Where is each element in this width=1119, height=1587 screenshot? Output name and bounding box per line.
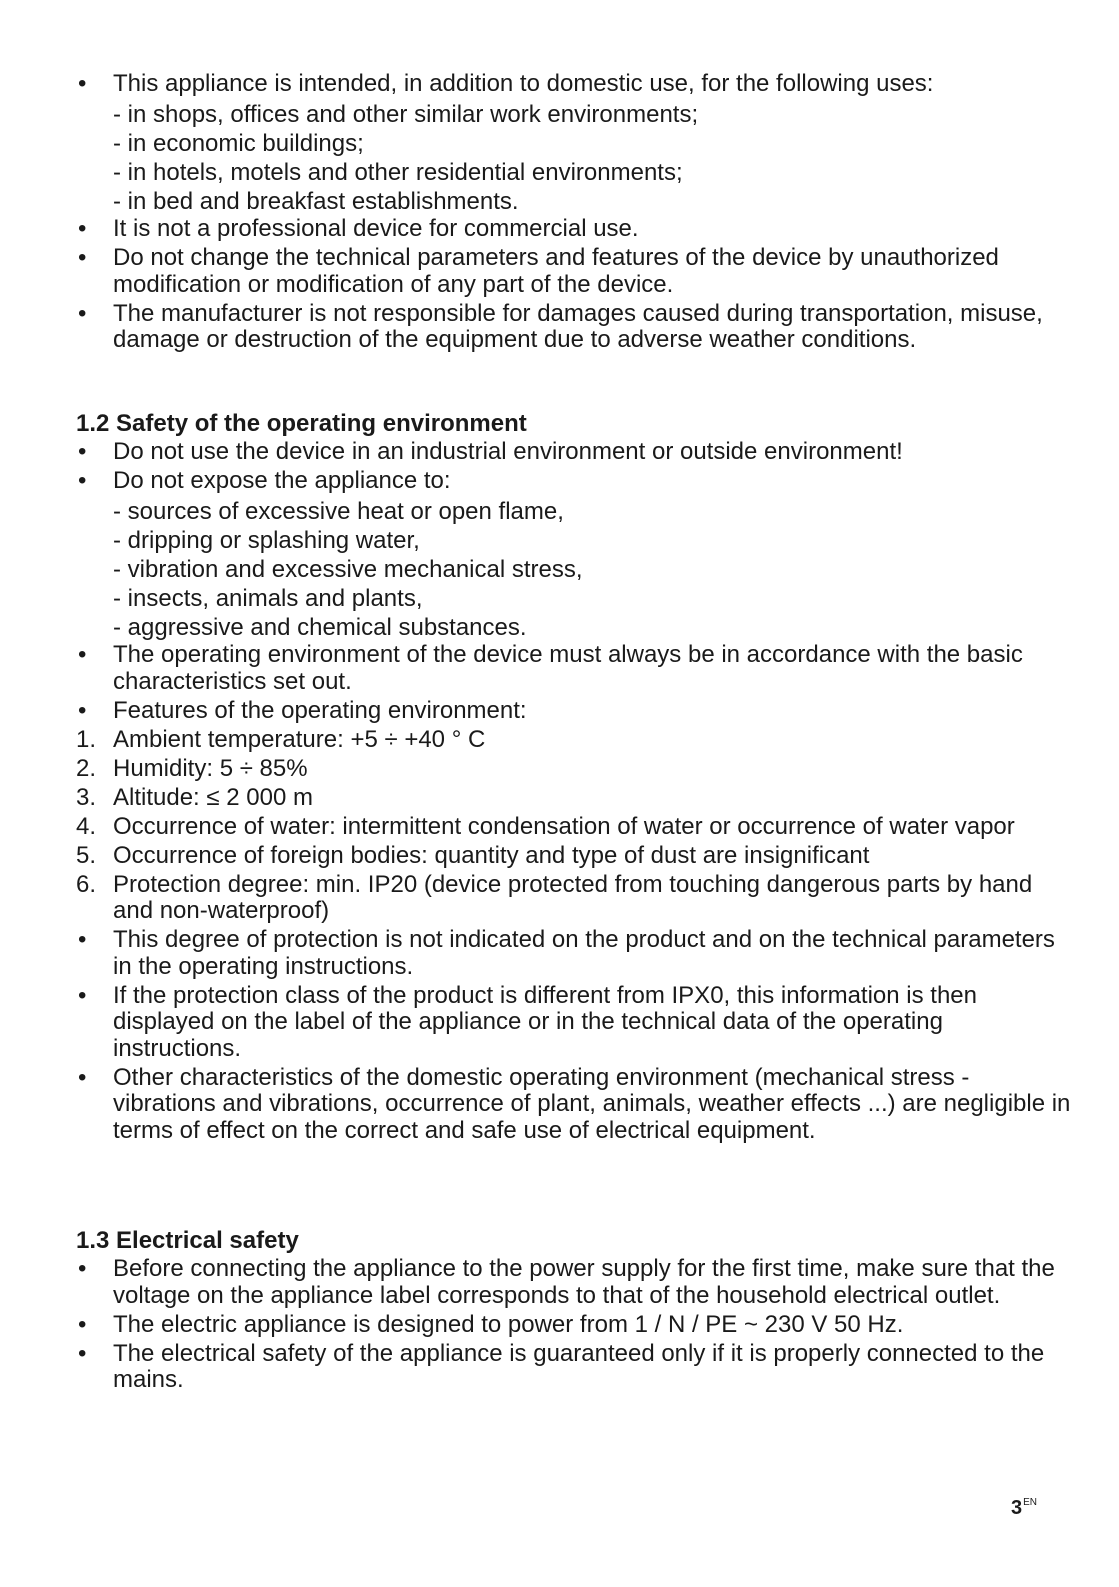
- bullet-text: If the protection class of the product is different from IPX0, this information is then displayed on the label of the appliance or in the technical data of the operating instructions.: [113, 981, 977, 1062]
- list-item: [76, 468, 1076, 495]
- bullet-text: The manufacturer is not responsible for damages caused during transportation, misuse, damage or destruction of the equipment due to adverse weather conditions.: [113, 299, 1043, 353]
- bullet-text: The electrical safety of the appliance is guaranteed only if it is properly connected to the mains.: [113, 1339, 1045, 1393]
- bullet-text: It is not a professional device for commercial use.: [113, 215, 639, 242]
- list-item: [76, 1312, 1076, 1339]
- bullet-icon: •: [78, 926, 87, 953]
- bullet-text: Do not use the device in an industrial environment or outside environment!: [113, 438, 903, 465]
- numbered-item: [76, 785, 1076, 812]
- numbered-item: [76, 814, 1076, 841]
- list-item: [76, 245, 1076, 298]
- numbered-item: [76, 872, 1076, 925]
- page-number: [1011, 1497, 1037, 1520]
- list-item: [76, 983, 1076, 1063]
- bullet-icon: •: [78, 70, 87, 97]
- item-number: 1.: [76, 725, 97, 753]
- sub-item: - in shops, offices and other similar work environments;: [113, 101, 699, 128]
- bullet-icon: •: [78, 1339, 87, 1367]
- item-number: 3.: [76, 783, 97, 811]
- numbered-item: [76, 843, 1076, 870]
- bullet-icon: •: [78, 438, 87, 465]
- bullet-icon: •: [78, 215, 87, 242]
- list-item: [76, 1256, 1076, 1309]
- list-item: [76, 927, 1076, 980]
- numbered-item: [76, 727, 1076, 754]
- bullet-icon: •: [78, 696, 87, 724]
- bullet-icon: •: [78, 641, 87, 668]
- language-code: EN: [1023, 1497, 1037, 1508]
- list-item: [76, 71, 1076, 98]
- bullet-icon: •: [78, 1310, 87, 1338]
- bullet-icon: •: [78, 299, 87, 327]
- sub-item: - insects, animals and plants,: [113, 585, 423, 612]
- list-item: [76, 439, 1076, 466]
- sub-item: - in economic buildings;: [113, 130, 364, 157]
- numbered-text: Altitude: ≤ 2 000 m: [113, 783, 313, 811]
- sub-item: - dripping or splashing water,: [113, 527, 420, 554]
- electrical-safety-section: [76, 1227, 1076, 1396]
- list-item: [76, 1341, 1076, 1394]
- sub-item: - aggressive and chemical substances.: [113, 614, 527, 641]
- bullet-icon: •: [78, 467, 87, 494]
- list-item: [76, 1065, 1076, 1145]
- item-number: 2.: [76, 754, 97, 782]
- bullet-text: Features of the operating environment:: [113, 696, 527, 724]
- numbered-text: Occurrence of water: intermittent condensation of water or occurrence of water vapor: [113, 812, 1015, 840]
- page-number-value: 3: [1010, 1497, 1023, 1519]
- item-number: 5.: [76, 841, 97, 869]
- bullet-icon: •: [78, 981, 87, 1009]
- intro-section: [76, 71, 1076, 356]
- numbered-text: Protection degree: min. IP20 (device protected from touching dangerous parts by hand and non-waterproof): [113, 870, 1033, 924]
- bullet-text: This degree of protection is not indicated on the product and on the technical parameters in the operating instructions.: [113, 926, 1055, 980]
- safety-environment-section: [76, 410, 1076, 1147]
- list-item: [76, 698, 1076, 725]
- bullet-icon: •: [78, 1063, 87, 1091]
- section-heading: 1.3 Electrical safety: [76, 1227, 299, 1254]
- sub-item: - in bed and breakfast establishments.: [113, 188, 519, 215]
- list-item: [76, 301, 1076, 354]
- list-item: [76, 642, 1076, 695]
- bullet-text: Do not expose the appliance to:: [113, 467, 451, 494]
- bullet-text: The electric appliance is designed to power from 1 / N / PE ~ 230 V 50 Hz.: [113, 1310, 904, 1338]
- bullet-text: Other characteristics of the domestic operating environment (mechanical stress - vibrations and vibrations, occurrence of plant, animals, weather effects ...) are negligible in terms of effect on the correct and safe use of electrical equipment.: [113, 1063, 1071, 1144]
- numbered-text: Occurrence of foreign bodies: quantity and type of dust are insignificant: [113, 841, 870, 869]
- bullet-text: Before connecting the appliance to the power supply for the first time, make sure that the voltage on the appliance label corresponds to that of the household electrical outlet.: [113, 1255, 1055, 1309]
- numbered-text: Ambient temperature: +5 ÷ +40 ° C: [113, 725, 486, 753]
- sub-item: - in hotels, motels and other residential environments;: [113, 159, 683, 186]
- bullet-text: The operating environment of the device must always be in accordance with the basic characteristics set out.: [113, 641, 1023, 695]
- sub-item: - vibration and excessive mechanical stress,: [113, 556, 583, 583]
- item-number: 6.: [76, 870, 97, 898]
- numbered-item: [76, 756, 1076, 783]
- list-item: [76, 216, 1076, 243]
- bullet-icon: •: [78, 1255, 87, 1282]
- numbered-text: Humidity: 5 ÷ 85%: [113, 754, 308, 782]
- bullet-icon: •: [78, 244, 87, 271]
- item-number: 4.: [76, 812, 97, 840]
- sub-item: - sources of excessive heat or open flame,: [113, 498, 564, 525]
- bullet-text: This appliance is intended, in addition to domestic use, for the following uses:: [113, 70, 934, 97]
- section-heading: 1.2 Safety of the operating environment: [76, 410, 527, 437]
- bullet-text: Do not change the technical parameters and features of the device by unauthorized modification or modification of any part of the device.: [113, 244, 999, 298]
